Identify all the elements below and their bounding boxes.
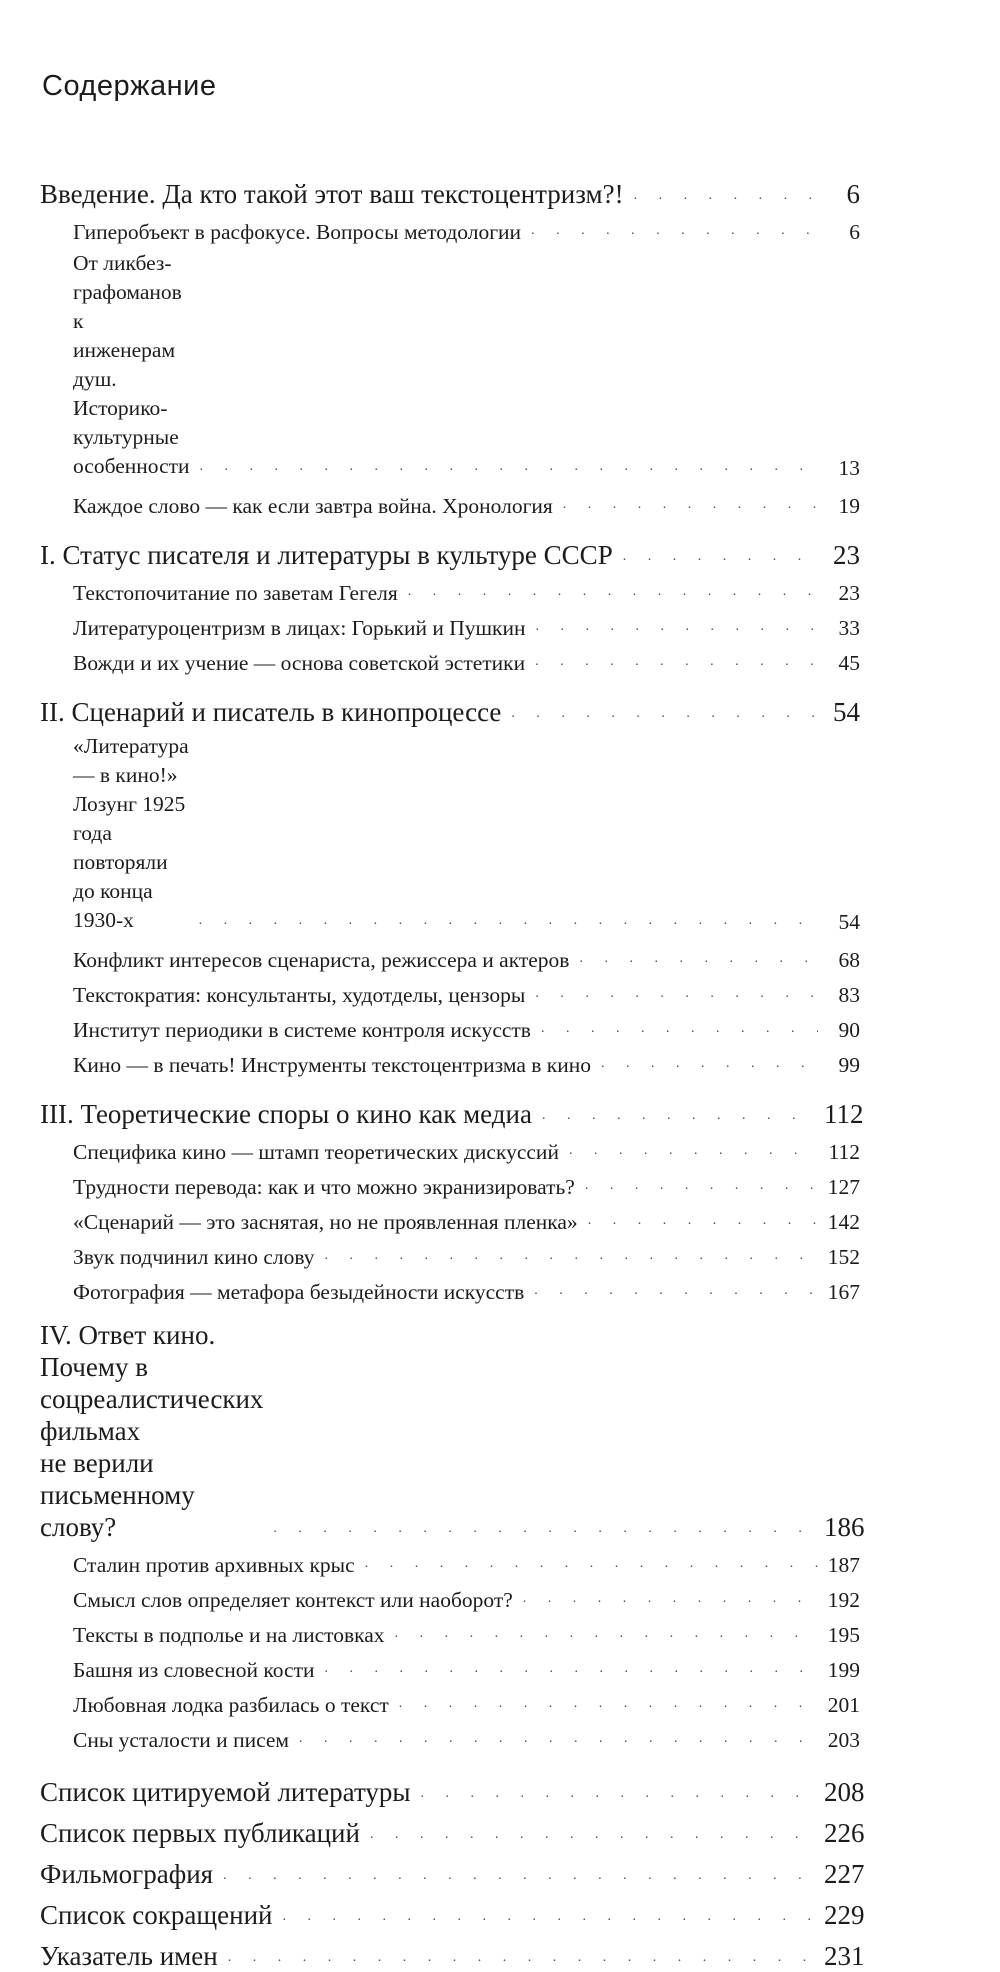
entry-title-line: Историко-культурные особенности xyxy=(73,396,190,478)
subsection-entry[interactable] xyxy=(40,1578,860,1613)
subsection-entry[interactable] xyxy=(40,1043,860,1078)
page-number: 167 xyxy=(827,1280,860,1304)
page-number: 229 xyxy=(824,1900,865,1930)
entry-title xyxy=(73,1018,531,1043)
dot-leader xyxy=(223,1868,818,1884)
dot-leader xyxy=(541,1021,818,1037)
page-number: 142 xyxy=(827,1210,860,1234)
dot-leader xyxy=(199,913,818,929)
dot-leader xyxy=(370,1827,818,1843)
page-number: 127 xyxy=(827,1175,860,1199)
entry-title-line: Список первых публикаций xyxy=(40,1818,360,1848)
entry-title xyxy=(73,1658,314,1683)
subsection-entry[interactable] xyxy=(40,641,860,676)
entry-title-line: От ликбез-графоманов к инженерам душ. xyxy=(73,251,182,391)
page-number: 231 xyxy=(824,1941,865,1971)
dot-leader xyxy=(569,1143,818,1159)
page-number: 54 xyxy=(838,910,860,934)
toc-section xyxy=(40,172,860,519)
entry-title xyxy=(73,1245,315,1270)
dot-leader xyxy=(421,1786,818,1802)
page-number: 199 xyxy=(827,1658,860,1682)
dot-leader xyxy=(563,497,818,513)
dot-leader xyxy=(325,1248,818,1264)
entry-title-line: Фотография — метафора безыдейности искусств xyxy=(73,1280,525,1304)
chapter-entry[interactable] xyxy=(40,172,860,210)
toc-section xyxy=(40,1319,865,1753)
dot-leader xyxy=(273,1521,818,1537)
toc-section xyxy=(40,533,860,676)
chapter-entry[interactable] xyxy=(40,690,860,728)
entry-title xyxy=(73,616,526,641)
subsection-entry[interactable] xyxy=(40,1008,860,1043)
page-title: Содержание xyxy=(42,70,217,102)
subsection-entry[interactable] xyxy=(40,1130,860,1165)
backmatter-entry[interactable] xyxy=(40,1890,865,1931)
subsection-entry[interactable] xyxy=(40,1200,860,1235)
page-number: 23 xyxy=(838,581,860,605)
subsection-entry[interactable] xyxy=(40,1235,860,1270)
page-number: 23 xyxy=(833,540,860,570)
toc-section xyxy=(40,1092,864,1305)
entry-title-line: Тексты в подполье и на листовках xyxy=(73,1623,385,1647)
entry-title-line: Звук подчинил кино слову xyxy=(73,1245,315,1269)
backmatter-entry[interactable] xyxy=(40,1849,865,1890)
dot-leader xyxy=(585,1178,818,1194)
entry-title-line: не верили письменному слову? xyxy=(40,1448,195,1542)
subsection-entry[interactable] xyxy=(40,1613,860,1648)
entry-title-line: III. Теоретические споры о кино как медиа xyxy=(40,1099,532,1129)
chapter-entry[interactable] xyxy=(40,1092,864,1130)
page-number: 203 xyxy=(827,1728,860,1752)
page-number: 227 xyxy=(824,1859,865,1889)
backmatter-entry[interactable] xyxy=(40,1808,865,1849)
subsection-entry[interactable] xyxy=(40,1165,860,1200)
subsection-entry[interactable] xyxy=(40,249,860,481)
entry-title-line: «Литература — в кино!» xyxy=(73,734,189,787)
entry-title xyxy=(73,1175,575,1200)
entry-title xyxy=(73,732,189,935)
page-number: 19 xyxy=(838,494,860,518)
entry-title-line: Сталин против архивных крыс xyxy=(73,1553,355,1577)
entry-title xyxy=(40,179,624,210)
entry-title xyxy=(73,983,525,1008)
subsection-entry[interactable] xyxy=(40,1543,860,1578)
entry-title-line: Сны усталости и писем xyxy=(73,1728,290,1752)
entry-title-line: Каждое слово — как если завтра война. Хронология xyxy=(73,494,553,518)
entry-title xyxy=(73,1588,513,1613)
entry-title-line: Текстократия: консультанты, худотделы, цензоры xyxy=(73,983,526,1007)
page-number: 187 xyxy=(827,1553,860,1577)
page-number: 201 xyxy=(827,1693,860,1717)
dot-leader xyxy=(531,223,818,239)
entry-title-line: Любовная лодка разбилась о текст xyxy=(73,1693,389,1717)
page-number: 54 xyxy=(833,697,860,727)
entry-title-line: Литературоцентризм в лицах: Горький и Пушкин xyxy=(73,616,526,640)
page-number: 45 xyxy=(838,651,860,675)
page-number: 13 xyxy=(838,456,860,480)
page-number: 192 xyxy=(827,1588,860,1612)
entry-title-line: Башня из словесной кости xyxy=(73,1658,315,1682)
dot-leader xyxy=(534,1283,818,1299)
page-number: 112 xyxy=(828,1140,860,1164)
subsection-entry[interactable] xyxy=(40,571,860,606)
entry-title xyxy=(40,1777,411,1808)
entry-title xyxy=(73,494,553,519)
dot-leader xyxy=(228,1950,818,1966)
entry-title-line: I. Статус писателя и литературы в культуре СССР xyxy=(40,540,613,570)
entry-title xyxy=(73,1623,385,1648)
entry-title-line: Текстопочитание по заветам Гегеля xyxy=(73,581,398,605)
dot-leader xyxy=(535,986,818,1002)
backmatter-list xyxy=(40,1767,865,1972)
chapter-entry[interactable] xyxy=(40,1319,865,1543)
dot-leader xyxy=(588,1213,818,1229)
dot-leader xyxy=(523,1591,818,1607)
dot-leader xyxy=(601,1056,818,1072)
entry-title xyxy=(40,1900,272,1931)
entry-title-line: Список сокращений xyxy=(40,1900,273,1930)
page-number: 33 xyxy=(838,616,860,640)
entry-title xyxy=(73,1728,289,1753)
subsection-entry[interactable] xyxy=(40,1270,860,1305)
entry-title-line: Институт периодики в системе контроля искусств xyxy=(73,1018,531,1042)
entry-title xyxy=(73,581,398,606)
dot-leader xyxy=(282,1909,818,1925)
page-number: 152 xyxy=(827,1245,860,1269)
entry-title xyxy=(40,1319,263,1543)
entry-title-line: Кино — в печать! Инструменты текстоцентризма в кино xyxy=(73,1053,591,1077)
subsection-entry[interactable] xyxy=(40,1718,860,1753)
subsection-entry[interactable] xyxy=(40,1683,860,1718)
dot-leader xyxy=(511,706,818,722)
page-number: 99 xyxy=(838,1053,860,1077)
subsection-entry[interactable] xyxy=(40,732,860,935)
entry-title-line: Список цитируемой литературы xyxy=(40,1777,411,1807)
entry-title-line: Конфликт интересов сценариста, режиссера и актеров xyxy=(73,948,570,972)
entry-title xyxy=(40,1941,218,1972)
page-number: 208 xyxy=(824,1777,865,1807)
entry-title-line: Лозунг 1925 года повторяли до конца 1930-х xyxy=(73,792,186,932)
entry-title xyxy=(73,1553,355,1578)
entry-title xyxy=(73,948,569,973)
dot-leader xyxy=(634,188,818,204)
dot-leader xyxy=(535,654,818,670)
entry-title xyxy=(73,1210,578,1235)
entry-title xyxy=(73,1053,591,1078)
dot-leader xyxy=(365,1556,818,1572)
entry-title-line: IV. Ответ кино. Почему в соцреалистических фильмах xyxy=(40,1320,264,1446)
page-number: 90 xyxy=(838,1018,860,1042)
entry-title xyxy=(73,1280,524,1305)
entry-title-line: Смысл слов определяет контекст или наоборот? xyxy=(73,1588,513,1612)
entry-title xyxy=(73,1693,389,1718)
dot-leader xyxy=(299,1731,818,1747)
backmatter-entry[interactable] xyxy=(40,1931,865,1972)
dot-leader xyxy=(536,619,818,635)
page-number: 83 xyxy=(838,983,860,1007)
entry-title xyxy=(73,651,525,676)
dot-leader xyxy=(623,549,818,565)
entry-title-line: II. Сценарий и писатель в кинопроцессе xyxy=(40,697,502,727)
subsection-entry[interactable] xyxy=(40,938,860,973)
entry-title xyxy=(40,697,501,728)
entry-title-line: Введение. Да кто такой этот ваш текстоцентризм?! xyxy=(40,179,624,209)
table-of-contents xyxy=(40,172,865,1972)
dot-leader xyxy=(542,1108,818,1124)
page-number: 195 xyxy=(827,1623,860,1647)
entry-title xyxy=(40,1818,360,1849)
toc-section xyxy=(40,690,860,1078)
subsection-entry[interactable] xyxy=(40,1648,860,1683)
entry-title-line: Гиперобъект в расфокусе. Вопросы методологии xyxy=(73,220,522,244)
entry-title xyxy=(40,1099,532,1130)
entry-title-line: Указатель имен xyxy=(40,1941,218,1971)
backmatter-entry[interactable] xyxy=(40,1767,865,1808)
dot-leader xyxy=(579,951,818,967)
page-number: 112 xyxy=(824,1099,864,1129)
entry-title xyxy=(40,1859,213,1890)
page-number: 186 xyxy=(824,1512,865,1542)
subsection-entry[interactable] xyxy=(40,973,860,1008)
subsection-entry[interactable] xyxy=(40,606,860,641)
entry-title xyxy=(73,249,190,481)
page-number: 6 xyxy=(849,220,860,244)
entry-title-line: Трудности перевода: как и что можно экранизировать? xyxy=(73,1175,575,1199)
subsection-entry[interactable] xyxy=(40,484,860,519)
entry-title-line: Специфика кино — штамп теоретических дискуссий xyxy=(73,1140,559,1164)
entry-title xyxy=(73,1140,559,1165)
chapter-entry[interactable] xyxy=(40,533,860,571)
entry-title xyxy=(73,220,521,245)
dot-leader xyxy=(399,1696,818,1712)
entry-title-line: «Сценарий — это заснятая, но не проявленная пленка» xyxy=(73,1210,578,1234)
page-number: 6 xyxy=(846,179,860,209)
page-number: 68 xyxy=(838,948,860,972)
entry-title-line: Вожди и их учение — основа советской эстетики xyxy=(73,651,526,675)
entry-title xyxy=(40,540,613,571)
dot-leader xyxy=(200,459,818,475)
entry-title-line: Фильмография xyxy=(40,1859,214,1889)
page-number: 226 xyxy=(824,1818,865,1848)
dot-leader xyxy=(324,1661,818,1677)
subsection-entry[interactable] xyxy=(40,210,860,245)
dot-leader xyxy=(408,584,818,600)
dot-leader xyxy=(395,1626,818,1642)
